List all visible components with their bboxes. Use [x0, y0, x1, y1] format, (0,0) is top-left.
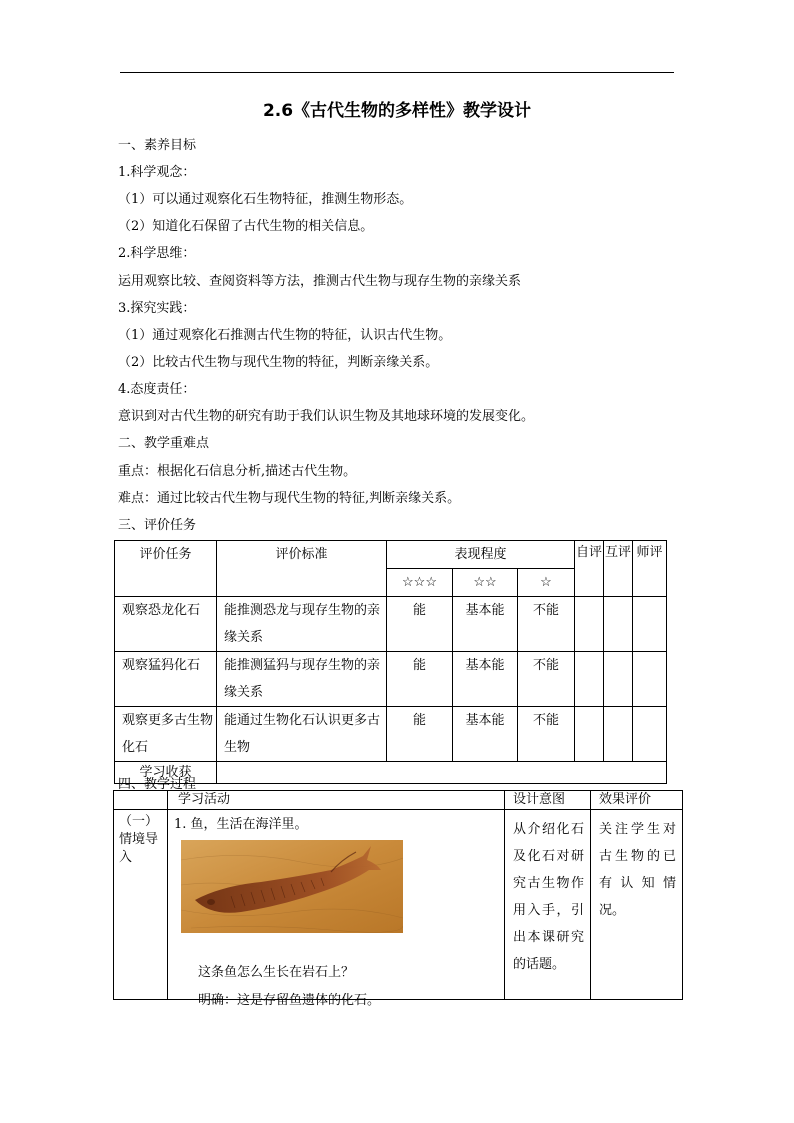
- header-task: 评价任务: [115, 541, 217, 597]
- header-teacher: 师评: [633, 541, 667, 597]
- header-one-star: ☆: [518, 569, 575, 597]
- level-3-cell: 能: [387, 597, 453, 652]
- self-eval-cell[interactable]: [575, 707, 604, 762]
- subheading-practice: 3.探究实践：: [118, 301, 196, 316]
- harvest-label: 学习收获: [115, 762, 217, 784]
- header-peer: 互评: [604, 541, 633, 597]
- header-rule: [120, 72, 674, 73]
- table-header-row: [115, 541, 667, 569]
- fossil-fish-svg: [181, 840, 403, 933]
- subheading-thinking: 2.科学思维：: [118, 246, 196, 261]
- teacher-eval-cell[interactable]: [633, 597, 667, 652]
- stage-cell: （一）情境导入: [114, 810, 168, 1000]
- harvest-cell[interactable]: [217, 762, 667, 784]
- goal-item: （2）知道化石保留了古代生物的相关信息。: [118, 219, 374, 234]
- page-title: 2.6《古代生物的多样性》教学设计: [262, 101, 532, 121]
- task-cell: 观察猛犸化石: [115, 652, 217, 707]
- header-intent: 设计意图: [505, 791, 591, 810]
- table-row: [115, 652, 667, 707]
- header-stage: [114, 791, 168, 810]
- peer-eval-cell[interactable]: [604, 707, 633, 762]
- activity-question: 这条鱼怎么生长在岩石上？: [198, 965, 355, 980]
- task-cell: 观察恐龙化石: [115, 597, 217, 652]
- header-effect: 效果评价: [591, 791, 683, 810]
- teacher-eval-cell[interactable]: [633, 652, 667, 707]
- header-two-stars: ☆☆: [453, 569, 518, 597]
- difficult-point: 难点：通过比较古代生物与现代生物的特征,判断亲缘关系。: [118, 491, 461, 506]
- effect-cell: 关注学生对古生物的已有认知情况。: [591, 810, 683, 1000]
- level-1-cell: 不能: [518, 652, 575, 707]
- peer-eval-cell[interactable]: [604, 652, 633, 707]
- goal-item: 意识到对古代生物的研究有助于我们认识生物及其地球环境的发展变化。: [118, 409, 535, 424]
- level-1-cell: 不能: [518, 597, 575, 652]
- section-heading-key-points: 二、教学重难点: [118, 436, 210, 451]
- header-activity: 学习活动: [168, 791, 505, 810]
- header-performance: 表现程度: [387, 541, 575, 569]
- goal-item: 运用观察比较、查阅资料等方法，推测古代生物与现存生物的亲缘关系: [118, 274, 522, 289]
- level-3-cell: 能: [387, 707, 453, 762]
- header-self: 自评: [575, 541, 604, 597]
- table-row: [115, 597, 667, 652]
- activity-line: 1. 鱼，生活在海洋里。: [174, 817, 308, 832]
- standard-cell: 能推测恐龙与现存生物的亲缘关系: [217, 597, 387, 652]
- table-row: [115, 707, 667, 762]
- peer-eval-cell[interactable]: [604, 597, 633, 652]
- goal-item: （1）通过观察化石推测古代生物的特征，认识古代生物。: [118, 328, 452, 343]
- activity-clarification: 明确：这是存留鱼遗体的化石。: [198, 993, 381, 1008]
- standard-cell: 能推测猛犸与现存生物的亲缘关系: [217, 652, 387, 707]
- header-standard: 评价标准: [217, 541, 387, 597]
- teacher-eval-cell[interactable]: [633, 707, 667, 762]
- level-3-cell: 能: [387, 652, 453, 707]
- subheading-concept: 1.科学观念：: [118, 165, 196, 180]
- harvest-row: [115, 762, 667, 784]
- key-point: 重点：根据化石信息分析,描述古代生物。: [118, 464, 357, 479]
- evaluation-table: [114, 540, 667, 784]
- level-2-cell: 基本能: [453, 597, 518, 652]
- goal-item: （1）可以通过观察化石生物特征，推测生物形态。: [118, 192, 413, 207]
- level-1-cell: 不能: [518, 707, 575, 762]
- section-heading-process: 四、教学过程: [118, 777, 197, 792]
- section-heading-evaluation: 三、评价任务: [118, 518, 197, 533]
- task-cell: 观察更多古生物化石: [115, 707, 217, 762]
- subheading-attitude: 4.态度责任：: [118, 382, 196, 397]
- header-three-stars: ☆☆☆: [387, 569, 453, 597]
- self-eval-cell[interactable]: [575, 652, 604, 707]
- section-heading-goals: 一、素养目标: [118, 138, 197, 153]
- fossil-fish-image: [181, 840, 403, 933]
- self-eval-cell[interactable]: [575, 597, 604, 652]
- process-header-row: [114, 791, 683, 810]
- intent-cell: 从介绍化石及化石对研究古生物作用入手，引出本课研究的话题。: [505, 810, 591, 1000]
- level-2-cell: 基本能: [453, 652, 518, 707]
- standard-cell: 能通过生物化石认识更多古生物: [217, 707, 387, 762]
- goal-item: （2）比较古代生物与现代生物的特征，判断亲缘关系。: [118, 355, 439, 370]
- level-2-cell: 基本能: [453, 707, 518, 762]
